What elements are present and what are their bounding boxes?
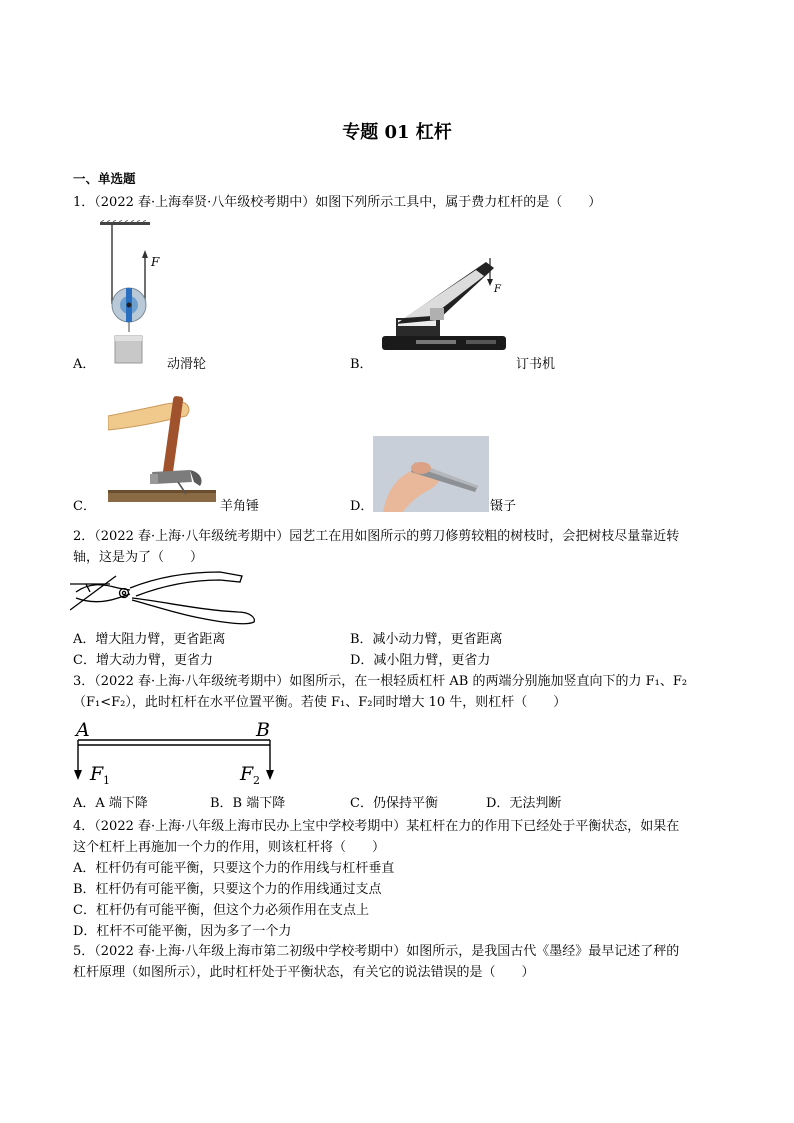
question-2-option-d: D．减小阻力臂，更省力: [350, 653, 491, 668]
option-c-letter: C．: [73, 499, 96, 514]
force-label-f1-subscript: 1: [103, 774, 110, 787]
claw-hammer-figure: [108, 386, 216, 502]
force-label-f2: F: [240, 763, 254, 785]
force-label-f: F: [151, 255, 160, 269]
question-3-option-d: D．无法判断: [486, 796, 562, 811]
option-a-letter: A．: [73, 357, 96, 372]
force-label-f1: F: [90, 763, 104, 785]
lever-label-b: B: [256, 719, 270, 741]
question-3-option-c: C．仍保持平衡: [350, 796, 438, 811]
force-label-f2-subscript: 2: [253, 774, 260, 787]
question-1-stem: 1．（2022 春·上海奉贤·八年级校考期中）如图下列所示工具中，属于费力杠杆的是（ ）: [73, 195, 602, 210]
option-c-caption: 羊角锤: [220, 499, 260, 514]
question-5-stem-line1: 5．（2022 春·上海·八年级上海市第二初级中学校考期中）如图所示，是我国古代《墨经》最早记述了秤的: [73, 944, 680, 959]
question-2-stem-line1: 2．（2022 春·上海·八年级统考期中）园艺工在用如图所示的剪刀修剪较粗的树枝时，会把树枝尽量靠近转: [73, 529, 680, 544]
question-4-option-a: A．杠杆仍有可能平衡，只要这个力的作用线与杠杆垂直: [73, 861, 395, 876]
option-b-letter: B．: [350, 357, 373, 372]
stapler-figure: [376, 248, 512, 358]
question-3-option-a: A．A 端下降: [73, 796, 148, 811]
lever-label-a: A: [76, 719, 90, 741]
option-a-caption: 动滑轮: [167, 357, 207, 372]
question-2-option-a: A．增大阻力臂，更省距离: [73, 632, 226, 647]
lever-ab-figure: [70, 716, 280, 788]
question-4-option-d: D．杠杆不可能平衡，因为多了一个力: [73, 924, 292, 939]
question-2-stem-line2: 轴，这是为了（ ）: [73, 550, 204, 565]
question-2-option-b: B．减小动力臂，更省距离: [350, 632, 503, 647]
question-3-stem-line1: 3．（2022 春·上海·八年级统考期中）如图所示，在一根轻质杠杆 AB 的两端分别施加竖直向下的力 F₁、F₂: [73, 674, 688, 689]
question-3-stem-line2: （F₁<F₂），此时杠杆在水平位置平衡。若使 F₁、F₂同时增大 10 牛，则杠杆（ ）: [73, 695, 567, 710]
question-2-option-c: C．增大动力臂，更省力: [73, 653, 213, 668]
question-4-option-c: C．杠杆仍有可能平衡，但这个力必须作用在支点上: [73, 903, 369, 918]
question-4-stem-line2: 这个杠杆上再施加一个力的作用，则该杠杆将（ ）: [73, 840, 386, 855]
tweezers-figure: [373, 436, 489, 512]
option-d-caption: 镊子: [490, 499, 517, 514]
option-d-letter: D．: [350, 499, 374, 514]
question-5-stem-line2: 杠杆原理（如图所示），此时杠杆处于平衡状态，有关它的说法错误的是（ ）: [73, 965, 535, 980]
page-title: 专题 01 杠杆: [342, 122, 452, 143]
option-b-caption: 订书机: [516, 357, 556, 372]
question-3-option-b: B．B 端下降: [210, 796, 286, 811]
movable-pulley-figure: [98, 220, 162, 370]
question-4-stem-line1: 4．（2022 春·上海·八年级上海市民办上宝中学校考期中）某杠杆在力的作用下已经处于平衡状态，如果在: [73, 819, 680, 834]
question-4-option-b: B．杠杆仍有可能平衡，只要这个力的作用线通过支点: [73, 882, 382, 897]
pruning-shears-figure: [70, 566, 260, 628]
section-heading: 一、单选题: [73, 171, 136, 186]
svg-text:F: F: [494, 284, 501, 295]
